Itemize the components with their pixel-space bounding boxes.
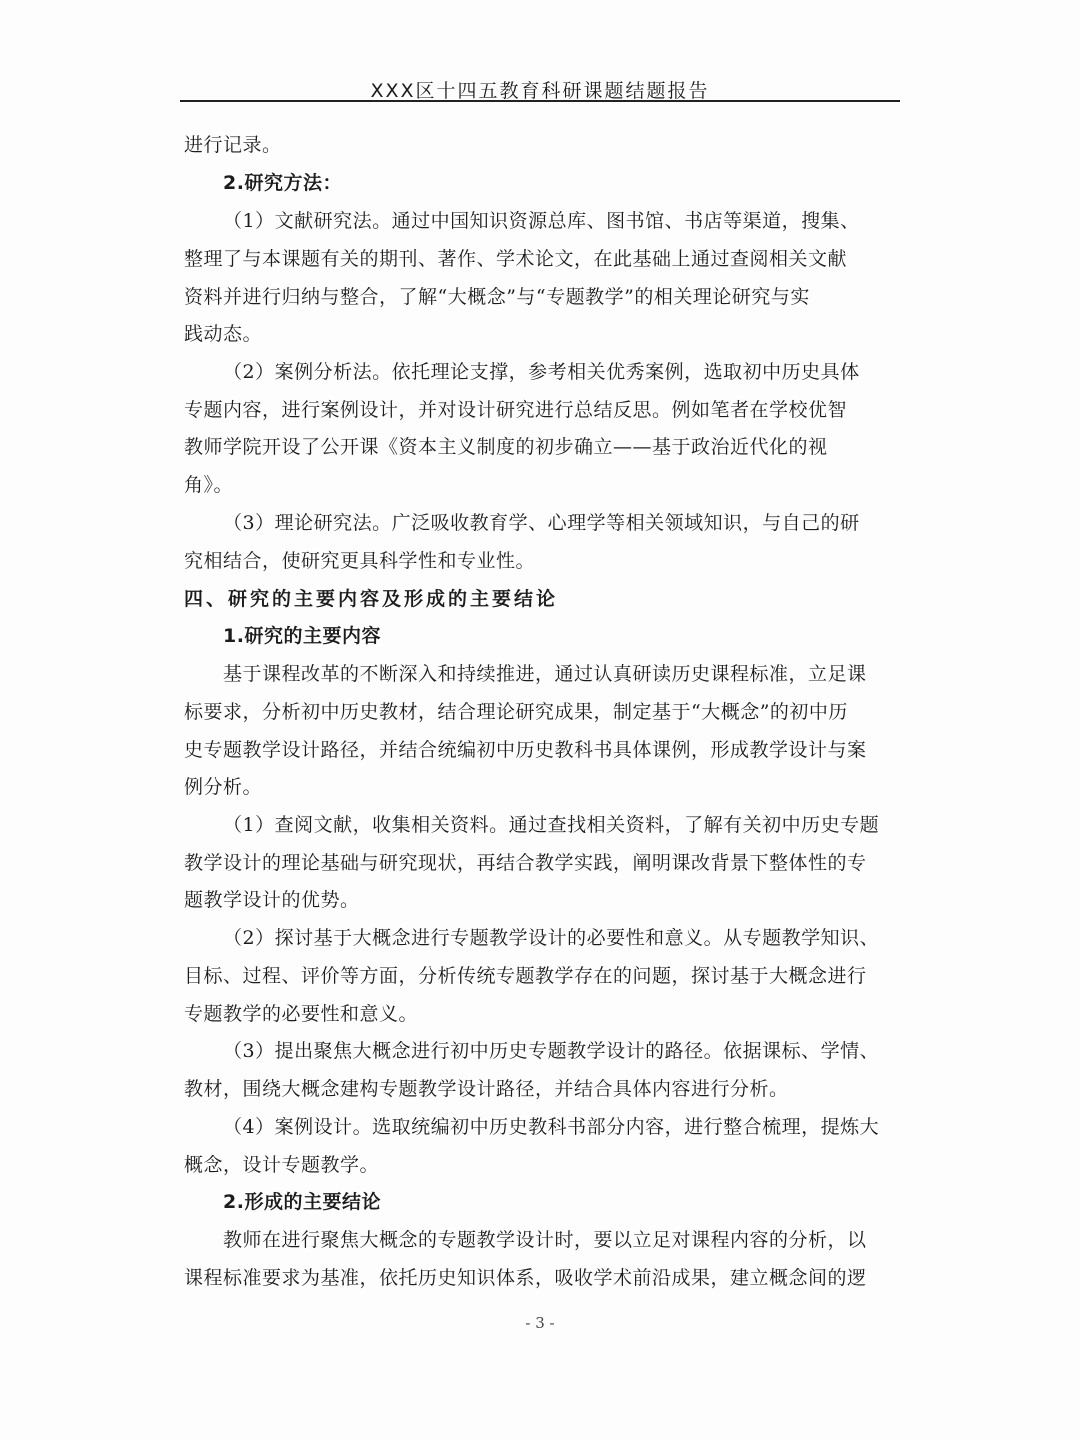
text-line: 专题内容，进行案例设计，并对设计研究进行总结反思。例如笔者在学校优智 [184, 399, 848, 421]
text-line: 整理了与本课题有关的期刊、著作、学术论文，在此基础上通过查阅相关文献 [184, 248, 848, 270]
text-line: （2）案例分析法。依托理论支撑，参考相关优秀案例，选取初中历史具体 [223, 361, 860, 383]
text-line: 教学设计的理论基础与研究现状，再结合教学实践，阐明课改背景下整体性的专 [184, 852, 867, 874]
text-line: 题教学设计的优势。 [184, 889, 360, 911]
text-line: 教师学院开设了公开课《资本主义制度的初步确立——基于政治近代化的视 [184, 436, 828, 458]
header-title: XXX区十四五教育科研课题结题报告 [370, 80, 710, 102]
section-heading: 四、研究的主要内容及形成的主要结论 [184, 588, 559, 610]
text-line: （1）查阅文献，收集相关资料。通过查找相关资料，了解有关初中历史专题 [223, 814, 880, 836]
header-rule [180, 100, 900, 102]
text-line: 目标、过程、评价等方面，分析传统专题教学存在的问题，探讨基于大概念进行 [184, 965, 867, 987]
text-line: 课程标准要求为基准，依托历史知识体系，吸收学术前沿成果，建立概念间的逻 [184, 1267, 867, 1289]
text-line: 专题教学的必要性和意义。 [184, 1003, 419, 1025]
text-line: 标要求，分析初中历史教材，结合理论研究成果，制定基于“大概念”的初中历 [184, 701, 848, 723]
subheading-main-conclusions: 2.形成的主要结论 [223, 1191, 381, 1213]
text-line: 教材，围绕大概念建构专题教学设计路径，并结合具体内容进行分析。 [184, 1078, 789, 1100]
text-line: （4）案例设计。选取统编初中历史教科书部分内容，进行整合梳理，提炼大 [223, 1116, 880, 1138]
text-line: （1）文献研究法。通过中国知识资源总库、图书馆、书店等渠道，搜集、 [223, 210, 860, 232]
page-number: - 3 - [525, 1314, 555, 1332]
subheading-research-methods: 2.研究方法： [223, 172, 342, 194]
text-line: （3）理论研究法。广泛吸收教育学、心理学等相关领域知识，与自己的研 [223, 512, 860, 534]
text-line: 角》。 [184, 474, 234, 496]
subheading-main-content: 1.研究的主要内容 [223, 625, 381, 647]
text-line: 教师在进行聚焦大概念的专题教学设计时，要以立足对课程内容的分析，以 [223, 1229, 867, 1251]
text-line: （2）探讨基于大概念进行专题教学设计的必要性和意义。从专题教学知识、 [223, 927, 880, 949]
text-line: 基于课程改革的不断深入和持续推进，通过认真研读历史课程标准，立足课 [223, 663, 867, 685]
text-line: 践动态。 [184, 323, 263, 345]
text-line: 进行记录。 [184, 134, 282, 156]
text-line: 例分析。 [184, 776, 263, 798]
text-line: 概念，设计专题教学。 [184, 1154, 380, 1176]
text-line: 究相结合，使研究更具科学性和专业性。 [184, 550, 536, 572]
text-line: 史专题教学设计路径，并结合统编初中历史教科书具体课例，形成教学设计与案 [184, 739, 867, 761]
text-line: （3）提出聚焦大概念进行初中历史专题教学设计的路径。依据课标、学情、 [223, 1040, 880, 1062]
text-line: 资料并进行归纳与整合，了解“大概念”与“专题教学”的相关理论研究与实 [184, 286, 810, 308]
